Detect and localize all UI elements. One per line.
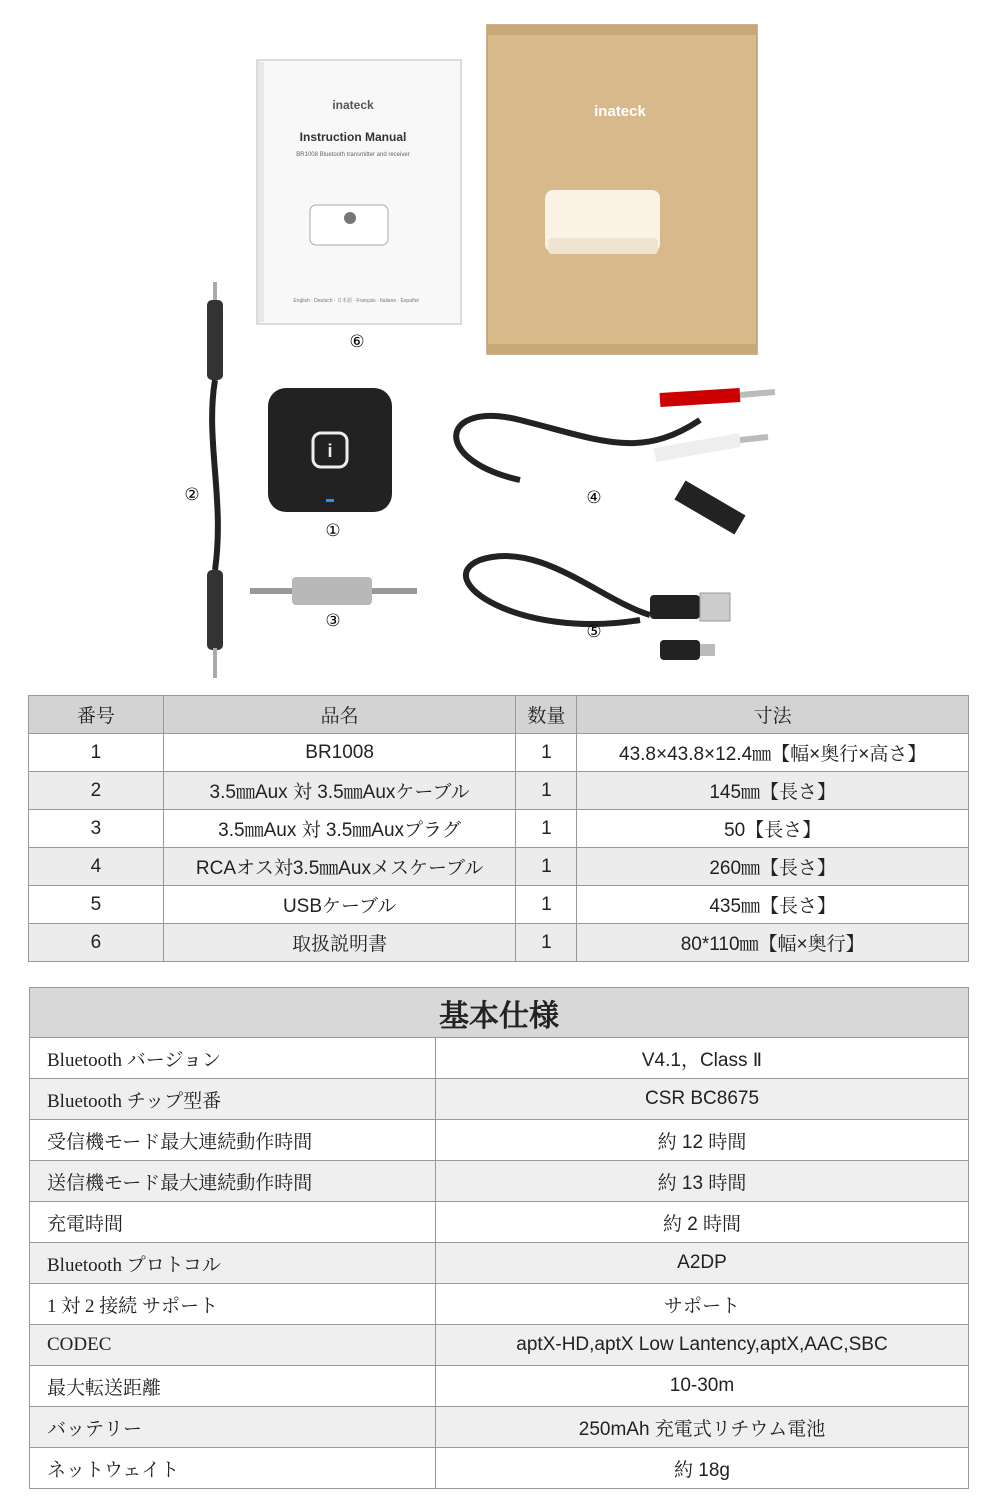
manual-subtitle: BR1008 Bluetooth transmitter and receiver <box>296 152 410 158</box>
cell-name: 3.5㎜Aux 対 3.5㎜Auxケーブル <box>163 772 516 810</box>
contents-table <box>28 695 969 962</box>
spec-value: V4.1，Class Ⅱ <box>436 1038 969 1079</box>
label-6: ⑥ <box>349 332 365 352</box>
header-number: 番号 <box>29 696 164 734</box>
header-quantity: 数量 <box>516 696 577 734</box>
cell-name: 3.5㎜Aux 対 3.5㎜Auxプラグ <box>163 810 516 848</box>
spec-row <box>30 1120 969 1161</box>
label-4: ④ <box>586 488 602 508</box>
spec-key: CODEC <box>30 1325 436 1366</box>
spec-key: バッテリー <box>30 1407 436 1448</box>
table-row <box>29 924 969 962</box>
usb-cable <box>466 556 730 660</box>
device-br1008 <box>268 388 392 512</box>
spec-value: CSR BC8675 <box>436 1079 969 1120</box>
spec-row <box>30 1202 969 1243</box>
table-row <box>29 810 969 848</box>
spec-key: Bluetooth プロトコル <box>30 1243 436 1284</box>
cell-name: BR1008 <box>163 734 516 772</box>
spec-row <box>30 1366 969 1407</box>
manual-title: Instruction Manual <box>299 130 407 144</box>
box-brand: inateck <box>594 103 646 120</box>
package-contents-illustration <box>0 0 1000 690</box>
cell-dimensions: 435㎜【長さ】 <box>577 886 969 924</box>
spec-value: 約 18g <box>436 1448 969 1489</box>
spec-row <box>30 1038 969 1079</box>
spec-value: aptX-HD,aptX Low Lantency,aptX,AAC,SBC <box>436 1325 969 1366</box>
table-row <box>29 772 969 810</box>
rca-cable <box>456 392 775 525</box>
spec-value: A2DP <box>436 1243 969 1284</box>
cell-name: USBケーブル <box>163 886 516 924</box>
spec-key: 送信機モード最大連続動作時間 <box>30 1161 436 1202</box>
specs-table <box>29 987 969 1489</box>
spec-row <box>30 1161 969 1202</box>
instruction-manual <box>257 60 461 324</box>
contents-header-row <box>29 696 969 734</box>
cell-dimensions: 80*110㎜【幅×奥行】 <box>577 924 969 962</box>
cell-number: 4 <box>29 848 164 886</box>
cell-number: 2 <box>29 772 164 810</box>
cell-dimensions: 260㎜【長さ】 <box>577 848 969 886</box>
specs-title: 基本仕様 <box>30 988 969 1038</box>
cardboard-box <box>487 25 757 354</box>
header-dimensions: 寸法 <box>577 696 969 734</box>
table-row <box>29 886 969 924</box>
header-name: 品名 <box>163 696 516 734</box>
manual-languages: English · Deutsch · 日本語 · Français · Italiano · Español <box>293 298 419 304</box>
cell-quantity: 1 <box>516 772 577 810</box>
spec-value: サポート <box>436 1284 969 1325</box>
cell-dimensions: 145㎜【長さ】 <box>577 772 969 810</box>
label-3: ③ <box>325 611 341 631</box>
spec-value: 10-30m <box>436 1366 969 1407</box>
cell-quantity: 1 <box>516 924 577 962</box>
spec-row <box>30 1284 969 1325</box>
cell-dimensions: 43.8×43.8×12.4㎜【幅×奥行×高さ】 <box>577 734 969 772</box>
spec-key: 受信機モード最大連続動作時間 <box>30 1120 436 1161</box>
spec-key: 充電時間 <box>30 1202 436 1243</box>
cell-name: RCAオス対3.5㎜Auxメスケーブル <box>163 848 516 886</box>
spec-key: ネットウェイト <box>30 1448 436 1489</box>
cell-dimensions: 50【長さ】 <box>577 810 969 848</box>
cell-quantity: 1 <box>516 734 577 772</box>
spec-value: 約 13 時間 <box>436 1161 969 1202</box>
spec-row <box>30 1079 969 1120</box>
aux-adapter-plug <box>250 577 417 605</box>
cell-quantity: 1 <box>516 810 577 848</box>
spec-row <box>30 1407 969 1448</box>
spec-value: 約 12 時間 <box>436 1120 969 1161</box>
cell-number: 3 <box>29 810 164 848</box>
spec-value: 250mAh 充電式リチウム電池 <box>436 1407 969 1448</box>
cell-number: 6 <box>29 924 164 962</box>
cell-number: 5 <box>29 886 164 924</box>
svg-text:i: i <box>327 441 333 461</box>
manual-brand: inateck <box>332 98 374 112</box>
cell-quantity: 1 <box>516 848 577 886</box>
aux-cable <box>207 282 223 678</box>
spec-key: Bluetooth チップ型番 <box>30 1079 436 1120</box>
label-2: ② <box>184 485 200 505</box>
cell-number: 1 <box>29 734 164 772</box>
table-row <box>29 848 969 886</box>
spec-row <box>30 1243 969 1284</box>
label-1: ① <box>325 521 341 541</box>
specs-title-row <box>30 988 969 1038</box>
spec-value: 約 2 時間 <box>436 1202 969 1243</box>
spec-row <box>30 1325 969 1366</box>
label-5: ⑤ <box>586 622 602 642</box>
spec-key: Bluetooth バージョン <box>30 1038 436 1079</box>
table-row <box>29 734 969 772</box>
spec-key: 1 対 2 接続 サポート <box>30 1284 436 1325</box>
spec-row <box>30 1448 969 1489</box>
cell-quantity: 1 <box>516 886 577 924</box>
spec-key: 最大転送距離 <box>30 1366 436 1407</box>
cell-name: 取扱説明書 <box>163 924 516 962</box>
